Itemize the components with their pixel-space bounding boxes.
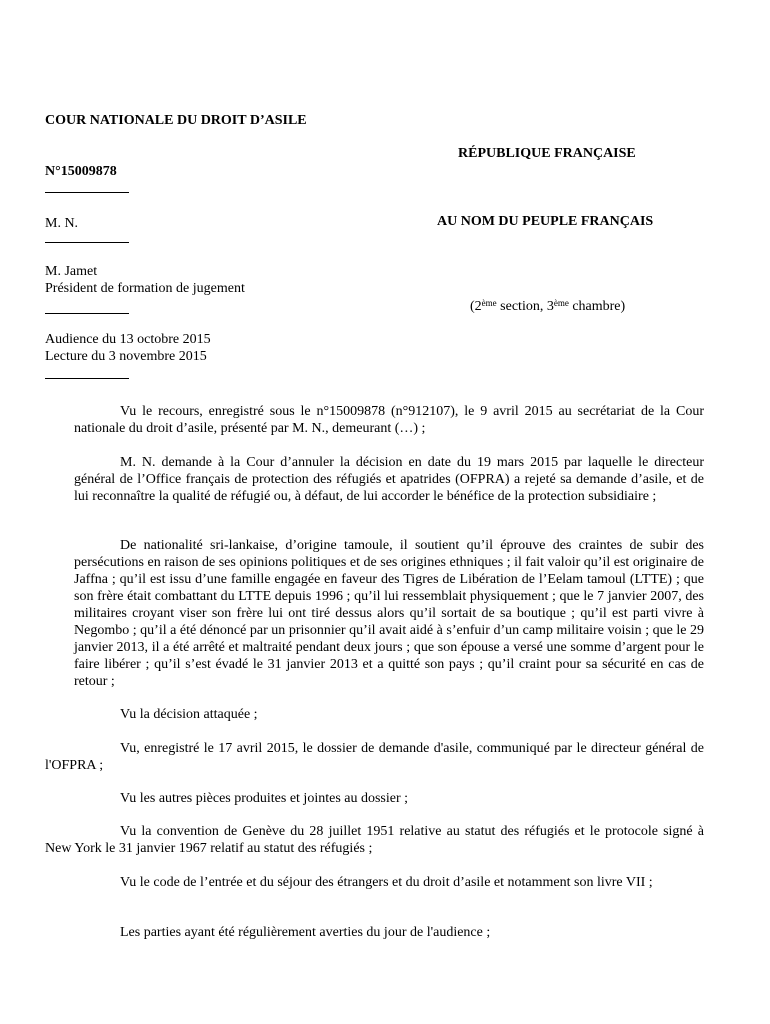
separator-line [45, 313, 129, 314]
separator-line [45, 378, 129, 379]
paragraph-decision: Vu la décision attaquée ; [120, 707, 258, 722]
judge-role: Président de formation de jugement [45, 281, 245, 296]
reading-date: Lecture du 3 novembre 2015 [45, 349, 207, 364]
party-name: M. N. [45, 216, 79, 231]
case-number: N°15009878 [45, 164, 117, 179]
separator-line [45, 242, 129, 243]
paragraph-audience: Les parties ayant été régulièrement averties du jour de l'audience ; [120, 925, 491, 940]
paragraph-code: Vu le code de l’entrée et du séjour des étrangers et du droit d’asile et notamment son livre VII ; [120, 875, 653, 890]
paragraph-recours: Vu le recours, enregistré sous le n°15009878 (n°912107), le 9 avril 2015 au secrétariat de la Cour nationale du droit d’asile, présenté par M. N., demeurant (…) ; [74, 404, 704, 436]
paragraph-pieces: Vu les autres pièces produites et jointes au dossier ; [120, 791, 409, 806]
section-chamber: (2ème section, 3ème chambre) [470, 298, 626, 314]
in-name-heading: AU NOM DU PEUPLE FRANÇAIS [437, 214, 654, 229]
paragraph-convention: Vu la convention de Genève du 28 juillet 1951 relative au statut des réfugiés et le protocole signé à New York le 31 janvier 1967 relatif au statut des réfugiés ; [45, 824, 704, 856]
paragraph-dossier: Vu, enregistré le 17 avril 2015, le dossier de demande d'asile, communiqué par le directeur général de l'OFPRA ; [45, 741, 704, 773]
republic-heading: RÉPUBLIQUE FRANÇAISE [458, 146, 636, 161]
court-name: COUR NATIONALE DU DROIT D’ASILE [45, 113, 307, 128]
judge-name: M. Jamet [45, 264, 98, 279]
separator-line [45, 192, 129, 193]
paragraph-demande: M. N. demande à la Cour d’annuler la décision en date du 19 mars 2015 par laquelle le directeur général de l’Office français de protection des réfugiés et apatrides (OFPRA) a rejeté sa demande d’asile, et de lui reconnaître la qualité de réfugié ou, à défaut, de lui accorder le bénéfice de la protection subsidiaire ; [74, 455, 704, 504]
hearing-date: Audience du 13 octobre 2015 [45, 332, 211, 347]
paragraph-moyens: De nationalité sri-lankaise, d’origine tamoule, il soutient qu’il éprouve des craintes de subir des persécutions en raison de ses opinions politiques et de ses origines ethniques ; il fait valoir qu’il est originaire de Jaffna ; qu’il est issu d’une famille engagée en faveur des Tigres de Libération de l’Eelam tamoul (LTTE) ; que son frère était combattant du LTTE depuis 1996 ; qu’il lui ressemblait physiquement ; que le 7 janvier 2007, des militaires croyant viser son frère lui ont tiré dessus alors qu’il sortait de sa boutique ; qu’il est parti vivre à Negombo ; qu’il a été dénoncé par un prisonnier qu’il avait aidé à s’enfuir d’un camp militaire voisin ; que le 29 janvier 2013, il a été arrêté et maltraité pendant deux jours ; que son épouse a versé une somme d’argent pour le faire libérer ; qu’il s’est évadé le 31 janvier 2013 et a quitté son pays ; qu’il craint pour sa sécurité en cas de retour ; [74, 538, 704, 689]
